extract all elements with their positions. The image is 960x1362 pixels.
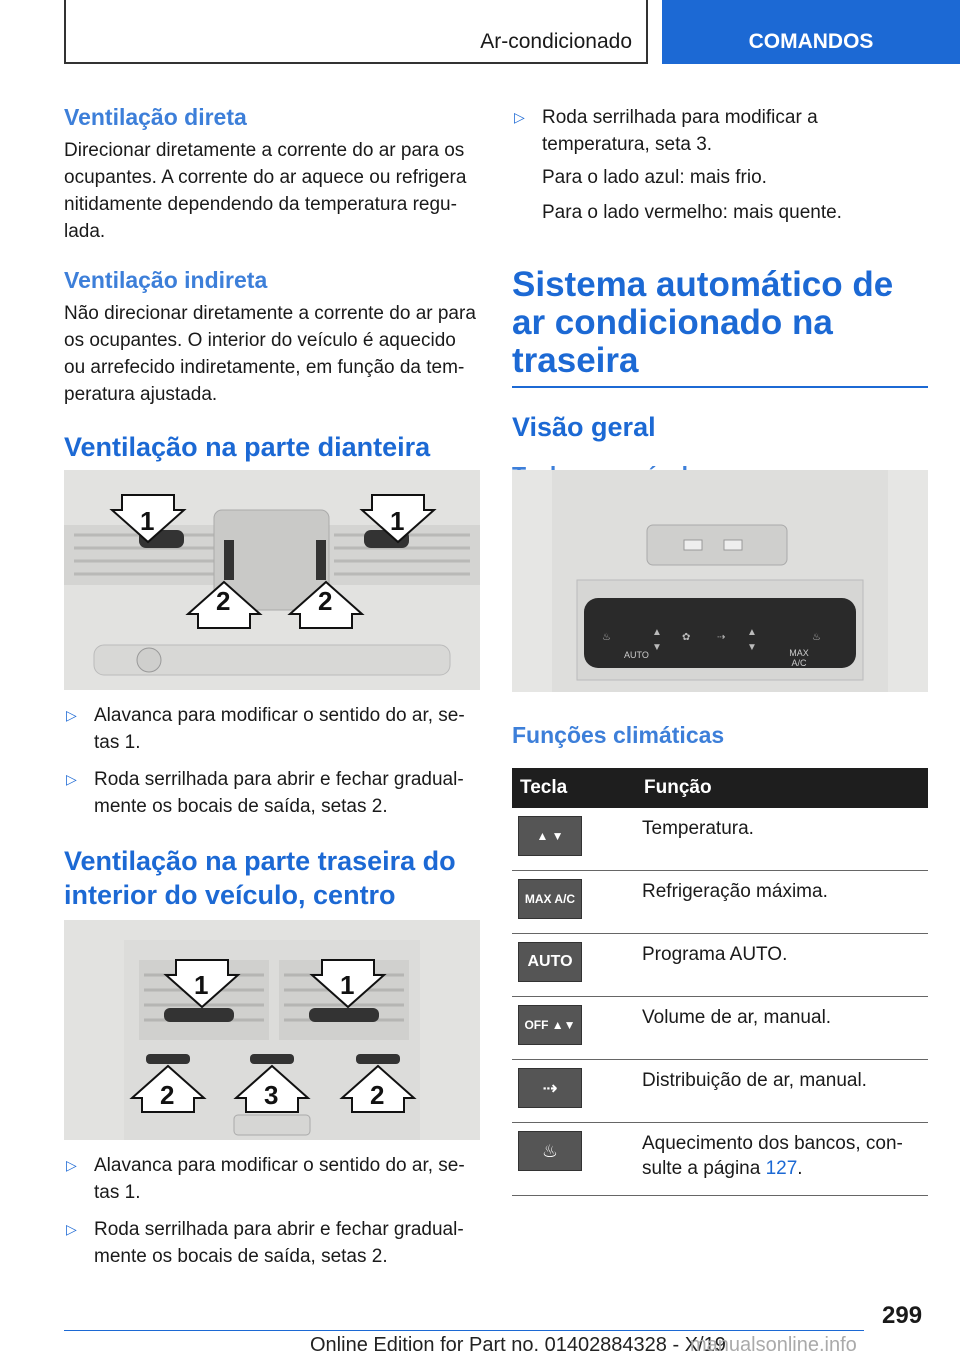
front-label-1-left: 1 bbox=[140, 506, 155, 536]
edition-text: Online Edition for Part no. 01402884328 - X/19 bbox=[310, 1334, 726, 1356]
chapter-title: COMANDOS bbox=[748, 30, 874, 53]
table-header-row bbox=[512, 768, 928, 808]
table-row bbox=[512, 1123, 928, 1196]
func-cell: Aquecimento dos bancos, con-sulte a página 127. bbox=[636, 1123, 928, 1196]
text-ventilacao-indireta: Não direcionar diretamente a corrente do ar para os ocupantes. O interior do veículo é aquecido ou arrefecido indiretamente, em função da tem-peratura ajustada. bbox=[64, 303, 476, 405]
heading-ventilacao-dianteira: Ventilação na parte dianteira bbox=[64, 432, 431, 462]
func-cell: Distribuição de ar, manual. bbox=[636, 1060, 928, 1123]
rear-label-2-right: 2 bbox=[370, 1080, 385, 1110]
text-ventilacao-direta: Direcionar diretamente a corrente do ar para os ocupantes. A corrente do ar aquece ou refrigera nitidamente dependendo da temperatura regu-lada. bbox=[64, 140, 467, 242]
front-vents-illustration bbox=[64, 470, 480, 690]
panel-max-label: MAX A/C bbox=[789, 648, 809, 668]
left-column bbox=[64, 104, 480, 464]
func-cell: Refrigeração máxima. bbox=[636, 871, 928, 934]
table-row bbox=[512, 934, 928, 997]
temp-bullet: ▷ Roda serrilhada para modificar a temperatura, seta 3. bbox=[512, 104, 928, 158]
footer-rule bbox=[64, 1330, 864, 1331]
svg-text:⇢: ⇢ bbox=[717, 632, 726, 643]
heading-ventilacao-traseira: Ventilação na parte traseira do interior do veículo, centro bbox=[64, 846, 456, 910]
functions-table bbox=[512, 768, 928, 1196]
func-cell: Temperatura. bbox=[636, 808, 928, 871]
rear-label-1-right: 1 bbox=[340, 970, 355, 1000]
front-bullets bbox=[64, 702, 480, 912]
svg-text:✿: ✿ bbox=[682, 632, 691, 643]
panel-figure bbox=[512, 470, 928, 692]
rear-bullet-1: ▷ Alavanca para modificar o sentido do ar, se-tas 1. bbox=[64, 1152, 480, 1206]
table-row bbox=[512, 871, 928, 934]
temperature-key-icon: ▲ ▼ bbox=[518, 816, 582, 856]
svg-text:♨: ♨ bbox=[812, 632, 821, 643]
temp-warm: Para o lado vermelho: mais quente. bbox=[542, 202, 842, 223]
temp-cold: Para o lado azul: mais frio. bbox=[542, 167, 767, 188]
section-title: Ar-condicionado bbox=[480, 30, 632, 53]
svg-text:♨: ♨ bbox=[602, 632, 611, 643]
bullet-triangle-icon: ▷ bbox=[66, 771, 77, 787]
max-ac-key-icon: MAX A/C bbox=[518, 879, 582, 919]
rear-label-3: 3 bbox=[264, 1080, 279, 1110]
page-number: 299 bbox=[882, 1302, 923, 1329]
panel-auto-label: AUTO bbox=[624, 650, 649, 660]
svg-text:▲: ▲ bbox=[652, 627, 662, 638]
auto-key-icon: AUTO bbox=[518, 942, 582, 982]
rear-vents-figure bbox=[64, 920, 480, 1140]
table-row bbox=[512, 1060, 928, 1123]
functions-table-wrap bbox=[512, 768, 928, 1196]
heading-visao-geral: Visão geral bbox=[512, 412, 656, 442]
func-cell: Programa AUTO. bbox=[636, 934, 928, 997]
front-vents-figure bbox=[64, 470, 480, 690]
svg-text:▼: ▼ bbox=[652, 642, 662, 653]
heading-funcoes: Funções climáticas bbox=[512, 722, 725, 748]
fan-key-icon: OFF ▲▼ bbox=[518, 1005, 582, 1045]
rear-bullets bbox=[64, 1152, 480, 1280]
heading-sistema-automatico: Sistema automático de ar condicionado na traseira bbox=[512, 265, 894, 380]
func-cell: Volume de ar, manual. bbox=[636, 997, 928, 1060]
bullet-triangle-icon: ▷ bbox=[66, 1221, 77, 1237]
rear-panel-illustration bbox=[512, 470, 928, 692]
front-label-1-right: 1 bbox=[390, 506, 405, 536]
bullet-triangle-icon: ▷ bbox=[66, 1157, 77, 1173]
seat-heating-key-icon: ♨ bbox=[518, 1131, 582, 1171]
front-label-2-right: 2 bbox=[318, 586, 333, 616]
table-row bbox=[512, 997, 928, 1060]
heading-rule bbox=[512, 386, 928, 388]
col-header-tecla: Tecla bbox=[512, 768, 636, 808]
rear-label-1-left: 1 bbox=[194, 970, 209, 1000]
chapter-tab bbox=[662, 0, 960, 64]
page-link-127[interactable]: 127 bbox=[765, 1158, 798, 1179]
bullet-triangle-icon: ▷ bbox=[514, 109, 525, 125]
svg-text:▼: ▼ bbox=[747, 642, 757, 653]
col-header-funcao: Função bbox=[636, 768, 928, 808]
table-row bbox=[512, 808, 928, 871]
front-bullet-2: ▷ Roda serrilhada para abrir e fechar gradual-mente os bocais de saída, setas 2. bbox=[64, 766, 480, 820]
right-column bbox=[512, 104, 928, 489]
heading-ventilacao-direta: Ventilação direta bbox=[64, 104, 247, 130]
header-section-box bbox=[64, 0, 648, 64]
front-label-2-left: 2 bbox=[216, 586, 231, 616]
rear-bullet-2: ▷ Roda serrilhada para abrir e fechar gradual-mente os bocais de saída, setas 2. bbox=[64, 1216, 480, 1270]
watermark: manualsonline.info bbox=[690, 1334, 857, 1356]
svg-text:▲: ▲ bbox=[747, 627, 757, 638]
bullet-triangle-icon: ▷ bbox=[66, 707, 77, 723]
air-distribution-key-icon: ⇢ bbox=[518, 1068, 582, 1108]
front-bullet-1: ▷ Alavanca para modificar o sentido do ar, se-tas 1. bbox=[64, 702, 480, 756]
rear-label-2-left: 2 bbox=[160, 1080, 175, 1110]
heading-ventilacao-indireta: Ventilação indireta bbox=[64, 267, 268, 293]
